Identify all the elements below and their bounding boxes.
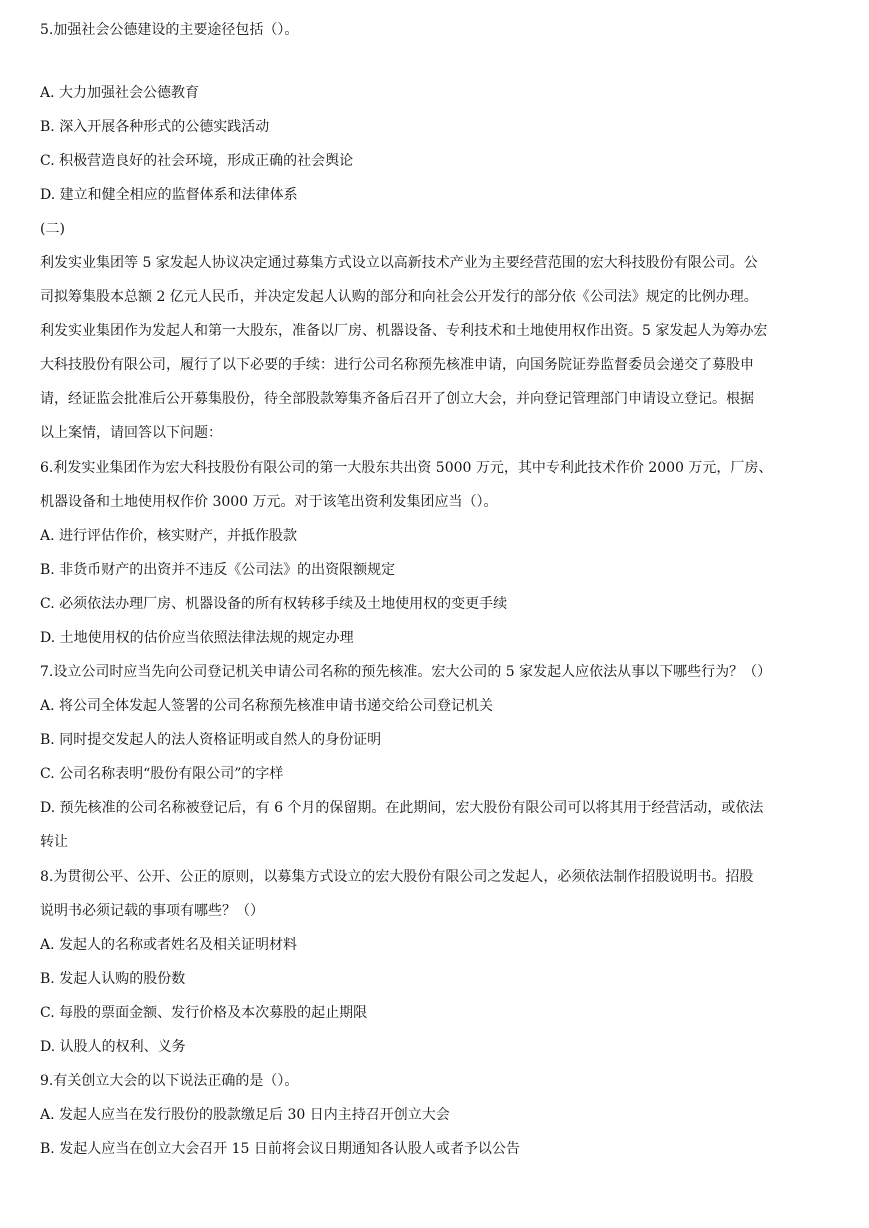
question-6-stem: 机器设备和土地使用权作价 3000 万元。对于该笔出资利发集团应当（）。 xyxy=(40,494,498,510)
q6-option-c: C. 必须依法办理厂房、机器设备的所有权转移手续及土地使用权的变更手续 xyxy=(40,596,508,612)
question-9-stem: 9.有关创立大会的以下说法正确的是（）。 xyxy=(40,1073,299,1089)
q5-option-b: B. 深入开展各种形式的公德实践活动 xyxy=(40,119,270,135)
q5-option-c: C. 积极营造良好的社会环境，形成正确的社会舆论 xyxy=(40,153,354,169)
question-8-stem: 说明书必须记载的事项有哪些？（） xyxy=(40,903,264,919)
case-paragraph-line: 请，经证监会批准后公开募集股份，待全部股款筹集齐备后召开了创立大会，并向登记管理部门申请设立登记。根据 xyxy=(40,391,754,407)
question-8-stem: 8.为贯彻公平、公开、公正的原则，以募集方式设立的宏大股份有限公司之发起人，必须依法制作招股说明书。招股 xyxy=(40,869,754,885)
question-7-stem: 7.设立公司时应当先向公司登记机关申请公司名称的预先核准。宏大公司的 5 家发起人应依法从事以下哪些行为？（） xyxy=(40,664,772,680)
case-paragraph-line: 利发实业集团等 5 家发起人协议决定通过募集方式设立以高新技术产业为主要经营范围的宏大科技股份有限公司。公 xyxy=(40,255,758,271)
q5-option-d: D. 建立和健全相应的监督体系和法律体系 xyxy=(40,187,298,203)
case-paragraph-line: 司拟筹集股本总额 2 亿元人民币，并决定发起人认购的部分和向社会公开发行的部分依《公司法》规定的比例办理。 xyxy=(40,289,758,305)
q7-option-d: D. 预先核准的公司名称被登记后，有 6 个月的保留期。在此期间，宏大股份有限公司可以将其用于经营活动，或依法 xyxy=(40,800,764,816)
question-5-stem: 5.加强社会公德建设的主要途径包括（）。 xyxy=(40,22,299,38)
q7-option-a: A. 将公司全体发起人签署的公司名称预先核准申请书递交给公司登记机关 xyxy=(40,698,494,714)
case-paragraph-line: 以上案情，请回答以下问题： xyxy=(40,425,222,441)
q6-option-b: B. 非货币财产的出资并不违反《公司法》的出资限额规定 xyxy=(40,562,396,578)
case-paragraph-line: 利发实业集团作为发起人和第一大股东，准备以厂房、机器设备、专利技术和土地使用权作出资。5 家发起人为筹办宏 xyxy=(40,323,768,339)
q8-option-d: D. 认股人的权利、义务 xyxy=(40,1039,186,1055)
q7-option-b: B. 同时提交发起人的法人资格证明或自然人的身份证明 xyxy=(40,732,382,748)
q7-option-d-continued: 转让 xyxy=(40,834,68,850)
case-paragraph-line: 大科技股份有限公司，履行了以下必要的手续：进行公司名称预先核准申请，向国务院证券监督委员会递交了募股申 xyxy=(40,357,754,373)
q9-option-a: A. 发起人应当在发行股份的股款缴足后 30 日内主持召开创立大会 xyxy=(40,1107,450,1123)
q6-option-a: A. 进行评估作价，核实财产，并抵作股款 xyxy=(40,528,298,544)
q7-option-c: C. 公司名称表明“股份有限公司”的字样 xyxy=(40,766,284,782)
q8-option-b: B. 发起人认购的股份数 xyxy=(40,971,186,987)
question-6-stem: 6.利发实业集团作为宏大科技股份有限公司的第一大股东共出资 5000 万元，其中专利此技术作价 2000 万元，厂房、 xyxy=(40,460,773,476)
section-heading: (二) xyxy=(40,221,65,237)
q6-option-d: D. 土地使用权的估价应当依照法律法规的规定办理 xyxy=(40,630,354,646)
q5-option-a: A. 大力加强社会公德教育 xyxy=(40,85,200,101)
q8-option-c: C. 每股的票面金额、发行价格及本次募股的起止期限 xyxy=(40,1005,368,1021)
q9-option-b: B. 发起人应当在创立大会召开 15 日前将会议日期通知各认股人或者予以公告 xyxy=(40,1141,520,1157)
q8-option-a: A. 发起人的名称或者姓名及相关证明材料 xyxy=(40,937,298,953)
